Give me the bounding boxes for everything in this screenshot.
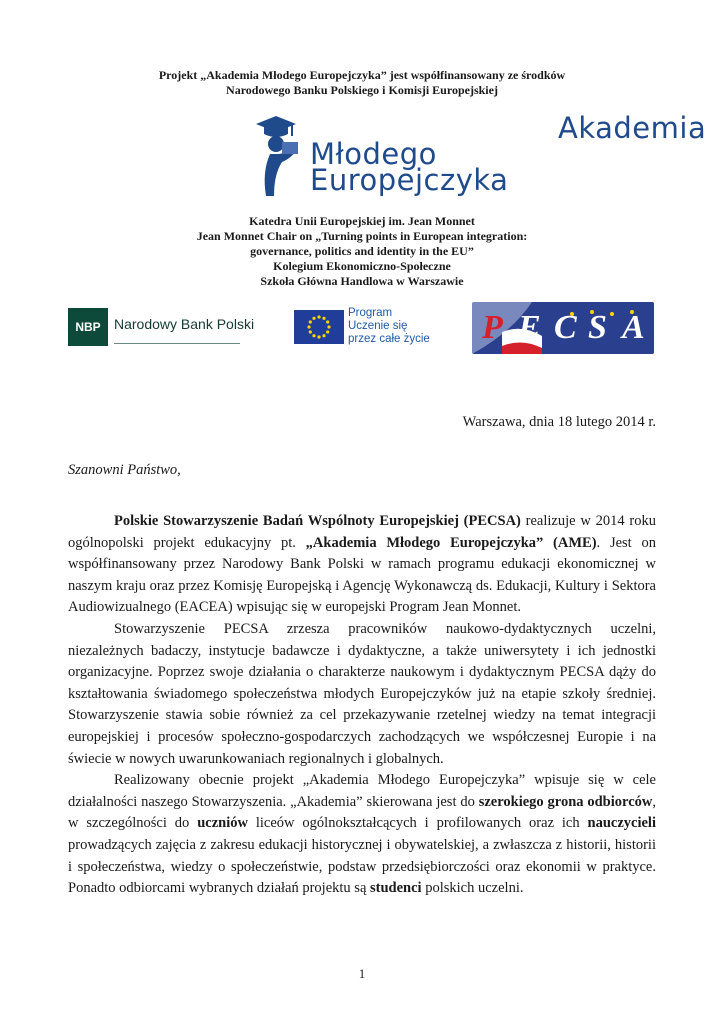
p3-students: uczniów xyxy=(197,815,248,832)
chair-line-2: Jean Monnet Chair on „Turning points in European integration: xyxy=(196,229,528,243)
nbp-mark: NBP xyxy=(68,308,108,346)
chair-line-4: Kolegium Ekonomiczno-Społeczne xyxy=(273,259,451,273)
p1-project-name: „Akademia Młodego Europejczyka” (AME) xyxy=(305,534,597,551)
eu-flag-icon xyxy=(294,310,344,344)
pecsa-letter-c: C xyxy=(554,309,577,346)
p3-teachers: nauczycieli xyxy=(587,815,656,832)
llp-line-3: przez całe życie xyxy=(348,333,430,345)
chair-header xyxy=(0,214,724,289)
funding-line-1: Projekt „Akademia Młodego Europejczyka” jest współfinansowany ze środków xyxy=(158,68,566,82)
letter-date: Warszawa, dnia 18 lutego 2014 r. xyxy=(462,414,656,430)
paragraph-1 xyxy=(68,511,656,619)
p3-text-a: Realizowany obecnie projekt „Akademia Młodego Europejczyka” wpisuje się w cele działalności naszego Stowarzyszenia. „Akademia” skierowana jest do xyxy=(68,772,656,810)
p1-text-b: . Jest on współfinansowany przez Narodowy Bank Polski w ramach programu edukacji ekonomicznej w naszym kraju oraz przez Komisję Europejską i Agencję Wykonawczą ds. Edukacji, Kultury i Sektora Audiowizualnego (EACEA) wpisując się w europejski Program Jean Monnet. xyxy=(68,534,656,616)
student-figure-icon xyxy=(252,112,304,198)
p3-text-c: liceów ogólnokształcących i profilowanych oraz ich xyxy=(247,815,588,832)
logo-word-akademia: Akademia xyxy=(558,111,707,145)
paragraph-2: Stowarzyszenie PECSA zrzesza pracowników naukowo-dydaktycznych uczelni, niezależnych badaczy, instytucje badawcze i dydaktyczne, a także uniwersytety i ich jednostki organizacyjne. Poprzez swoje działania o charakterze naukowym i dydaktycznym PECSA dąży do kształtowania świadomego społeczeństwa młodych Europejczyków już na etapie szkoły średniej. Stowarzyszenie stawia sobie również za cel przekazywanie rzetelnej wiedzy na temat integracji europejskiej i procesów społeczno-gospodarczych zachodzących we współczesnej Europie i na świecie w nowych uwarunkowaniach regionalnych i globalnych. xyxy=(68,620,656,767)
pecsa-letter-a: A xyxy=(622,309,645,346)
logo-word-mlodego: Młodego xyxy=(310,137,437,171)
funding-header xyxy=(0,68,724,98)
p3-audience: szerokiego grona odbiorców xyxy=(478,793,653,810)
paragraph-3 xyxy=(68,770,656,900)
nbp-name: Narodowy Bank Polski xyxy=(114,316,255,332)
pecsa-logo xyxy=(472,302,654,354)
chair-line-5: Szkoła Główna Handlowa w Warszawie xyxy=(260,274,464,288)
p3-text-b: , w szczególności do xyxy=(68,793,656,832)
chair-line-1: Katedra Unii Europejskiej im. Jean Monnet xyxy=(249,214,475,228)
p3-text-e: polskich uczelni. xyxy=(421,880,524,897)
nbp-underline xyxy=(114,343,240,344)
p1-text-a: realizuje w 2014 roku ogólnopolski projekt edukacyjny pt. xyxy=(68,513,656,551)
salutation: Szanowni Państwo, xyxy=(68,462,181,478)
funding-line-2: Narodowego Banku Polskiego i Komisji Europejskiej xyxy=(226,83,498,97)
llp-line-2: Uczenie się xyxy=(348,320,408,332)
p1-org-name: Polskie Stowarzyszenie Badań Wspólnoty Europejskiej (PECSA) xyxy=(114,513,521,529)
lifelong-learning-logo xyxy=(294,306,444,350)
pecsa-letter-s: S xyxy=(588,309,607,346)
llp-line-1: Program xyxy=(348,307,393,319)
p3-university-students: studenci xyxy=(370,880,422,897)
nbp-logo xyxy=(68,306,255,350)
pecsa-letter-p: P xyxy=(482,309,503,346)
logo-word-europejczyka: Europejczyka xyxy=(310,163,509,197)
page-number: 1 xyxy=(358,966,366,981)
p3-text-d: prowadzących zajęcia z zakresu edukacji historycznej i obywatelskiej, a zwłaszcza z historii, historii i społeczeństwa, wiedzy o społeczeństwie, podstaw przedsiębiorczości oraz ekonomii w praktyce. Ponadto odbiorcami wybranych działań projektu są xyxy=(68,836,656,897)
letter-body xyxy=(68,511,656,900)
pecsa-letter-e: E xyxy=(518,309,541,346)
chair-line-3: governance, politics and identity in the EU” xyxy=(250,244,474,258)
akademia-logo xyxy=(252,110,707,200)
llp-label xyxy=(348,307,430,346)
